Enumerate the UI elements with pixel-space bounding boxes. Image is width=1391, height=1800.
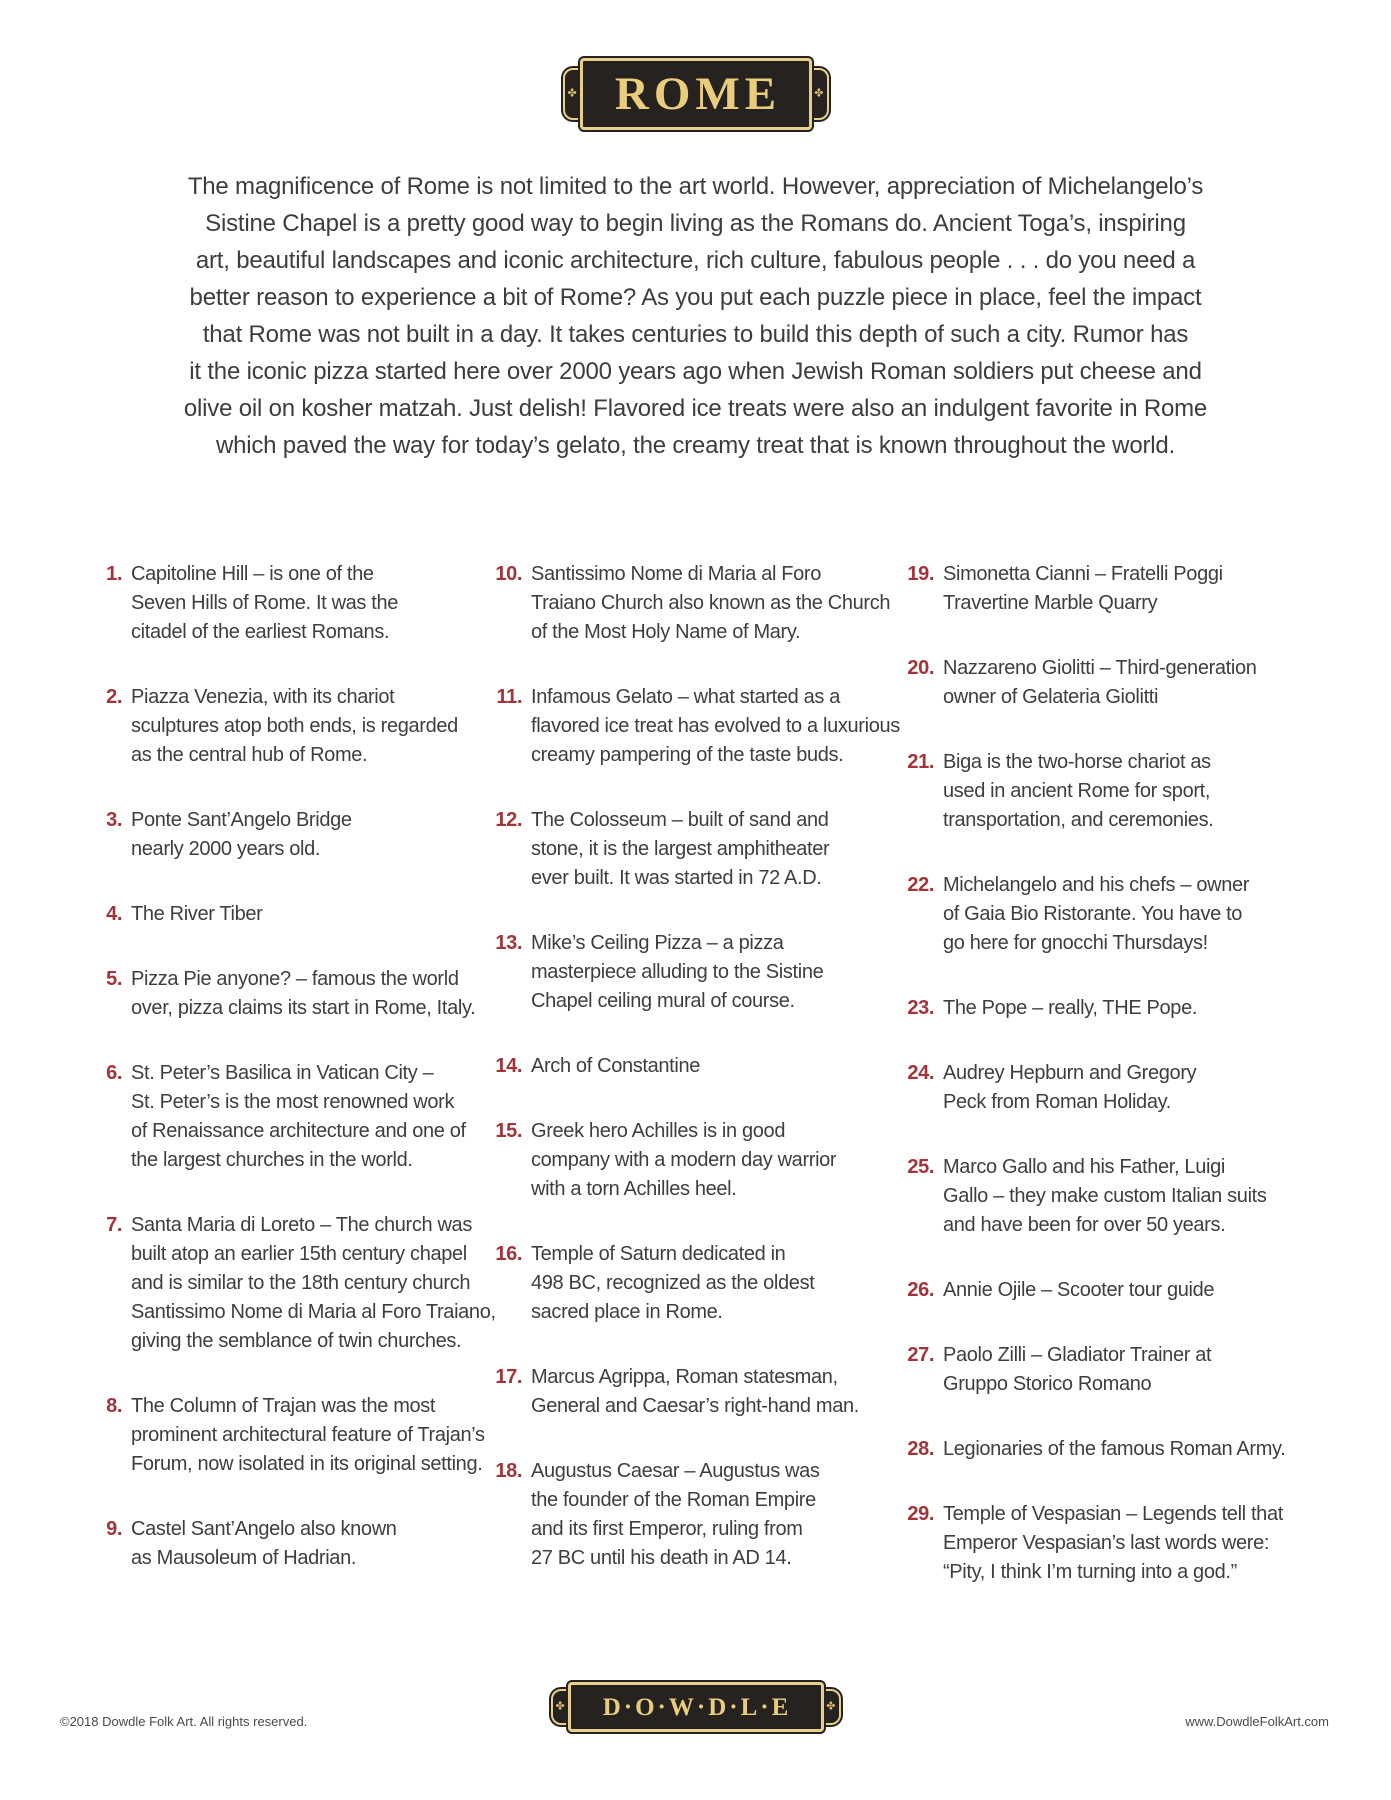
item-line: company with a modern day warrior (531, 1149, 837, 1171)
intro-paragraph (0, 168, 1391, 464)
item-line: stone, it is the largest amphitheater (531, 838, 830, 860)
item-number: 19. (907, 563, 934, 585)
dowdle-plaque-face (568, 1682, 824, 1732)
item-line: of the Most Holy Name of Mary. (531, 621, 801, 643)
item-line: Peck from Roman Holiday. (943, 1091, 1171, 1113)
item-line: General and Caesar’s right-hand man. (531, 1395, 859, 1417)
list-item (488, 683, 900, 770)
list-item (900, 994, 1391, 1023)
item-text (531, 1052, 900, 1081)
item-line: built atop an earlier 15th century chapel (131, 1243, 467, 1265)
list-item (488, 1052, 900, 1081)
item-line: and its first Emperor, ruling from (531, 1518, 803, 1540)
list-item (88, 683, 488, 770)
item-line: Santissimo Nome di Maria al Foro (531, 563, 822, 585)
item-text (531, 1363, 900, 1421)
item-text (531, 806, 900, 893)
item-line: as the central hub of Rome. (131, 744, 368, 766)
item-line: Marcus Agrippa, Roman statesman, (531, 1366, 838, 1388)
item-number: 18. (495, 1460, 522, 1482)
item-text (943, 1153, 1391, 1240)
list-item (900, 654, 1391, 712)
list-item (488, 806, 900, 893)
item-line: and is similar to the 18th century church (131, 1272, 471, 1294)
item-text (131, 683, 488, 770)
item-line: Nazzareno Giolitti – Third-generation (943, 657, 1257, 679)
item-line: Travertine Marble Quarry (943, 592, 1158, 614)
item-number: 24. (907, 1062, 934, 1084)
item-number: 13. (495, 932, 522, 954)
item-line: transportation, and ceremonies. (943, 809, 1214, 831)
list-item (900, 1341, 1391, 1399)
list-item (88, 1392, 488, 1479)
fleur-ornament-icon: ✤ (555, 1700, 565, 1713)
item-line: Simonetta Cianni – Fratelli Poggi (943, 563, 1223, 585)
list-item (488, 560, 900, 647)
item-text (943, 560, 1391, 618)
item-number: 17. (495, 1366, 522, 1388)
list-item (900, 1153, 1391, 1240)
item-line: sacred place in Rome. (531, 1301, 723, 1323)
item-number: 29. (907, 1503, 934, 1525)
fleur-ornament-icon: ✤ (814, 87, 824, 100)
item-line: Santissimo Nome di Maria al Foro Traiano, (131, 1301, 496, 1323)
list-item (488, 1117, 900, 1204)
item-text (943, 1059, 1391, 1117)
item-number: 20. (907, 657, 934, 679)
item-line: Paolo Zilli – Gladiator Trainer at (943, 1344, 1212, 1366)
page-title: ROME (614, 67, 782, 120)
header (0, 0, 1391, 130)
item-line: St. Peter’s is the most renowned work (131, 1091, 455, 1113)
item-number: 4. (106, 903, 122, 925)
list-item (900, 1276, 1391, 1305)
fleur-ornament-icon: ✤ (567, 87, 577, 100)
item-text (131, 1392, 488, 1479)
item-text (943, 1341, 1391, 1399)
item-text (531, 929, 900, 1016)
rome-plaque (567, 58, 824, 130)
item-line: owner of Gelateria Giolitti (943, 686, 1159, 708)
item-text (943, 1435, 1391, 1464)
item-number: 7. (106, 1214, 122, 1236)
item-text (131, 806, 488, 864)
item-line: used in ancient Rome for sport, (943, 780, 1211, 802)
item-number: 2. (106, 686, 122, 708)
item-line: Infamous Gelato – what started as a (531, 686, 841, 708)
item-text (531, 1457, 900, 1573)
item-text (531, 1117, 900, 1204)
item-line: The River Tiber (131, 903, 263, 925)
item-line: the founder of the Roman Empire (531, 1489, 816, 1511)
list-item (900, 871, 1391, 958)
item-number: 28. (907, 1438, 934, 1460)
item-text (131, 1059, 488, 1175)
item-number: 14. (495, 1055, 522, 1077)
item-line: Biga is the two-horse chariot as (943, 751, 1211, 773)
item-text (531, 683, 900, 770)
intro-line: art, beautiful landscapes and iconic architecture, rich culture, fabulous people . . . do you need a (195, 247, 1196, 274)
item-line: prominent architectural feature of Trajan’s (131, 1424, 485, 1446)
brand-title: D·O·W·D·L·E (602, 1693, 792, 1721)
fleur-ornament-icon: ✤ (826, 1700, 836, 1713)
item-number: 6. (106, 1062, 122, 1084)
item-line: Santa Maria di Loreto – The church was (131, 1214, 472, 1236)
item-line: Greek hero Achilles is in good (531, 1120, 786, 1142)
item-text (131, 560, 488, 647)
item-number: 15. (495, 1120, 522, 1142)
item-line: Seven Hills of Rome. It was the (131, 592, 399, 614)
item-line: Piazza Venezia, with its chariot (131, 686, 395, 708)
item-text (131, 1211, 496, 1356)
item-line: Chapel ceiling mural of course. (531, 990, 795, 1012)
item-number: 25. (907, 1156, 934, 1178)
item-line: of Gaia Bio Ristorante. You have to (943, 903, 1243, 925)
item-text (943, 994, 1391, 1023)
item-line: as Mausoleum of Hadrian. (131, 1547, 357, 1569)
item-line: Temple of Saturn dedicated in (531, 1243, 786, 1265)
item-number: 10. (495, 563, 522, 585)
item-number: 22. (907, 874, 934, 896)
item-line: Ponte Sant’Angelo Bridge (131, 809, 352, 831)
item-line: Temple of Vespasian – Legends tell that (943, 1503, 1283, 1525)
item-number: 5. (106, 968, 122, 990)
list-item (900, 560, 1391, 618)
list-item (88, 965, 488, 1023)
item-number: 3. (106, 809, 122, 831)
item-text (131, 965, 488, 1023)
item-line: the largest churches in the world. (131, 1149, 413, 1171)
item-number: 9. (106, 1518, 122, 1540)
item-line: Castel Sant’Angelo also known (131, 1518, 397, 1540)
item-line: Audrey Hepburn and Gregory (943, 1062, 1197, 1084)
item-number: 1. (106, 563, 122, 585)
item-line: 498 BC, recognized as the oldest (531, 1272, 815, 1294)
list-item (900, 1435, 1391, 1464)
item-line: 27 BC until his death in AD 14. (531, 1547, 792, 1569)
item-line: sculptures atop both ends, is regarded (131, 715, 458, 737)
item-text (531, 1240, 900, 1327)
item-line: Arch of Constantine (531, 1055, 701, 1077)
item-line: Traiano Church also known as the Church (531, 592, 891, 614)
item-line: Augustus Caesar – Augustus was (531, 1460, 820, 1482)
item-line: of Renaissance architecture and one of (131, 1120, 466, 1142)
intro-line: Sistine Chapel is a pretty good way to begin living as the Romans do. Ancient Toga’s, inspiring (205, 210, 1186, 237)
puzzle-key-columns (88, 560, 1391, 1623)
item-number: 11. (496, 686, 522, 708)
item-line: Mike’s Ceiling Pizza – a pizza (531, 932, 784, 954)
item-number: 27. (907, 1344, 934, 1366)
item-line: Capitoline Hill – is one of the (131, 563, 374, 585)
item-text (131, 900, 488, 929)
item-number: 21. (907, 751, 934, 773)
item-text (131, 1515, 488, 1573)
item-number: 16. (495, 1243, 522, 1265)
list-item (488, 1240, 900, 1327)
list-item (900, 1059, 1391, 1117)
item-text (943, 654, 1391, 712)
list-item (488, 1363, 900, 1421)
list-item (900, 748, 1391, 835)
item-line: citadel of the earliest Romans. (131, 621, 390, 643)
item-text (943, 1276, 1391, 1305)
item-line: Marco Gallo and his Father, Luigi (943, 1156, 1225, 1178)
item-line: Legionaries of the famous Roman Army. (943, 1438, 1286, 1460)
item-line: Gruppo Storico Romano (943, 1373, 1152, 1395)
item-line: masterpiece alluding to the Sistine (531, 961, 824, 983)
item-line: St. Peter’s Basilica in Vatican City – (131, 1062, 434, 1084)
list-column-3 (900, 560, 1391, 1623)
item-number: 8. (106, 1395, 122, 1417)
item-line: Forum, now isolated in its original setting. (131, 1453, 483, 1475)
item-number: 23. (907, 997, 934, 1019)
item-text (943, 871, 1391, 958)
item-line: “Pity, I think I’m turning into a god.” (943, 1561, 1237, 1583)
list-item (88, 1515, 488, 1573)
item-line: giving the semblance of twin churches. (131, 1330, 462, 1352)
item-line: The Column of Trajan was the most (131, 1395, 436, 1417)
item-text (531, 560, 900, 647)
list-item (488, 1457, 900, 1573)
intro-line: which paved the way for today’s gelato, the creamy treat that is known throughout the world. (215, 432, 1176, 459)
list-item (488, 929, 900, 1016)
item-line: and have been for over 50 years. (943, 1214, 1226, 1236)
item-line: Pizza Pie anyone? – famous the world (131, 968, 459, 990)
item-text (943, 1500, 1391, 1587)
intro-line: that Rome was not built in a day. It takes centuries to build this depth of such a city. Rumor has (202, 321, 1189, 348)
item-line: go here for gnocchi Thursdays! (943, 932, 1208, 954)
item-line: Michelangelo and his chefs – owner (943, 874, 1250, 896)
list-item (88, 806, 488, 864)
item-line: ever built. It was started in 72 A.D. (531, 867, 822, 889)
list-item (88, 1211, 496, 1356)
item-line: over, pizza claims its start in Rome, Italy. (131, 997, 476, 1019)
item-line: The Colosseum – built of sand and (531, 809, 829, 831)
list-item (88, 900, 488, 929)
list-item (88, 1059, 488, 1175)
item-line: nearly 2000 years old. (131, 838, 321, 860)
item-text (943, 748, 1391, 835)
list-column-1 (88, 560, 496, 1609)
item-line: The Pope – really, THE Pope. (943, 997, 1198, 1019)
rome-plaque-face (580, 58, 812, 130)
item-line: creamy pampering of the taste buds. (531, 744, 844, 766)
copyright-text: ©2018 Dowdle Folk Art. All rights reserved. (60, 1714, 308, 1729)
intro-line: it the iconic pizza started here over 2000 years ago when Jewish Roman soldiers put cheese and (189, 358, 1202, 385)
item-number: 26. (907, 1279, 934, 1301)
website-text: www.DowdleFolkArt.com (1185, 1714, 1329, 1729)
list-column-2 (488, 560, 900, 1609)
intro-line: olive oil on kosher matzah. Just delish! Flavored ice treats were also an indulgent favorite in Rome (183, 395, 1208, 422)
intro-line: better reason to experience a bit of Rome? As you put each puzzle piece in place, feel the impact (189, 284, 1202, 311)
list-item (900, 1500, 1391, 1587)
item-number: 12. (495, 809, 522, 831)
list-item (88, 560, 488, 647)
item-line: with a torn Achilles heel. (531, 1178, 737, 1200)
item-line: Gallo – they make custom Italian suits (943, 1185, 1267, 1207)
dowdle-plaque (555, 1682, 836, 1732)
item-line: Annie Ojile – Scooter tour guide (943, 1279, 1215, 1301)
item-line: flavored ice treat has evolved to a luxurious (531, 715, 900, 737)
item-line: Emperor Vespasian’s last words were: (943, 1532, 1270, 1554)
intro-line: The magnificence of Rome is not limited to the art world. However, appreciation of Michelangelo’s (187, 173, 1204, 200)
